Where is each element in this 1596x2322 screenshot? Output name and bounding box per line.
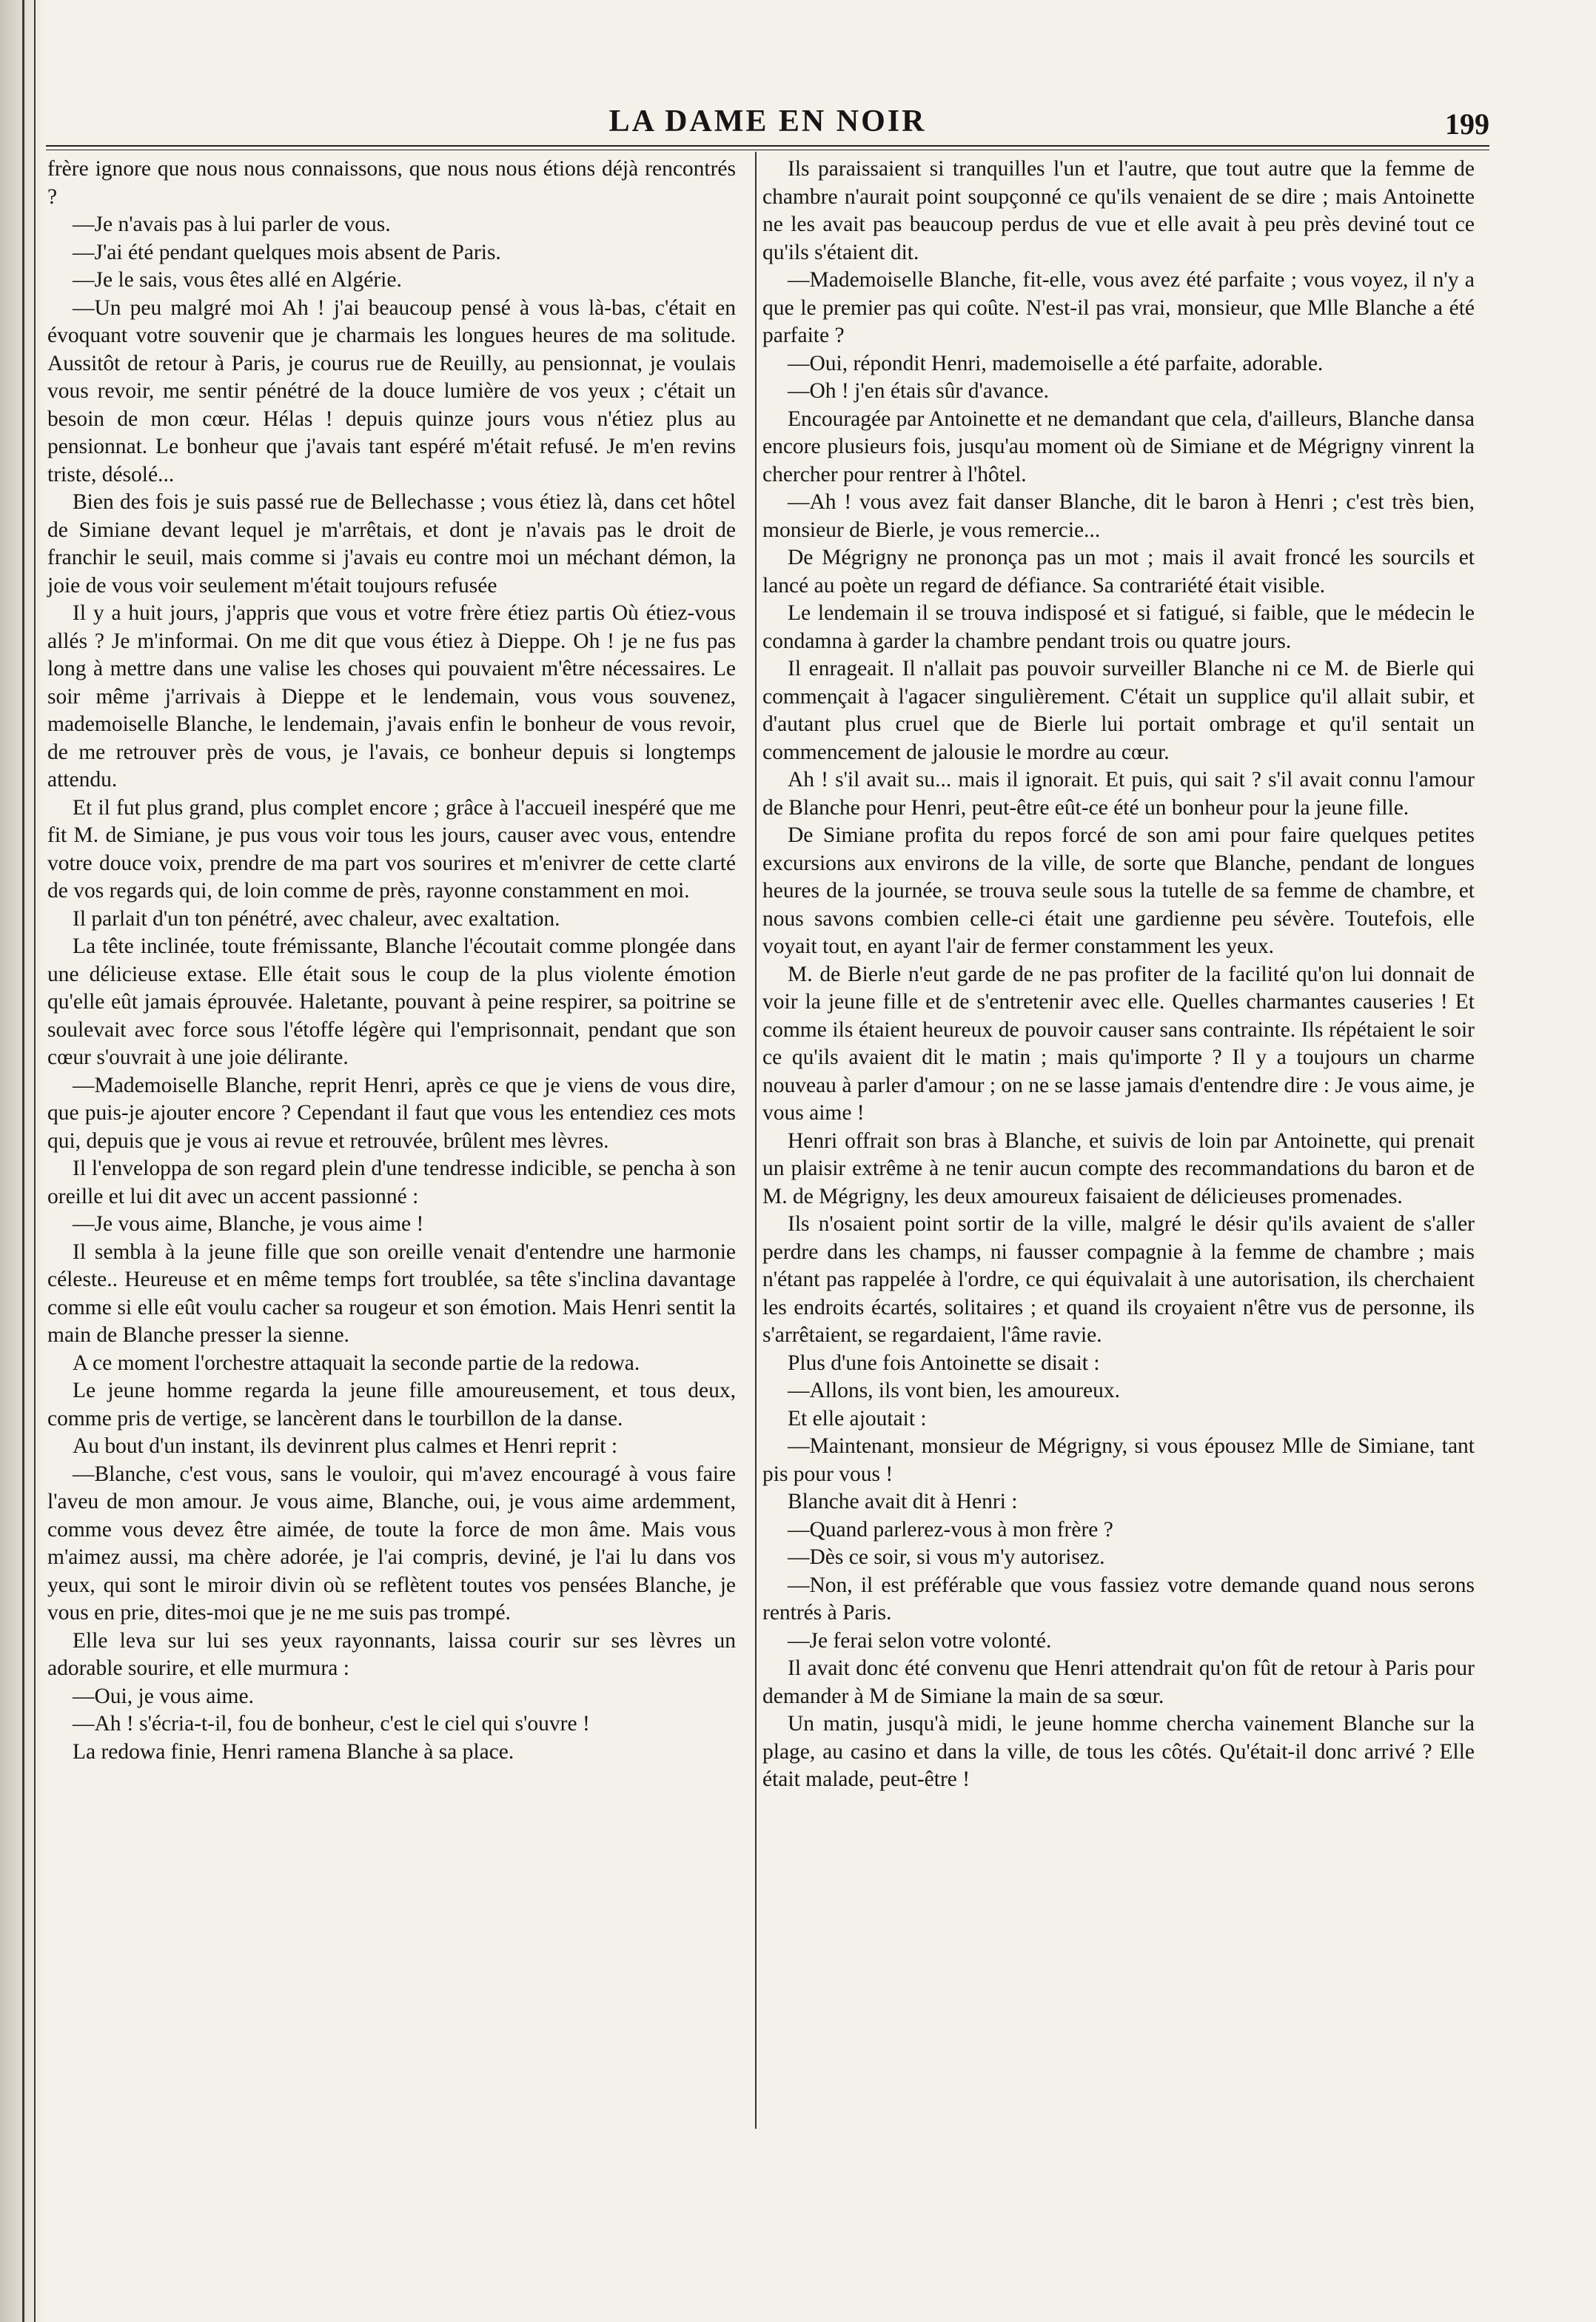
paragraph: Il y a huit jours, j'appris que vous et votre frère étiez partis Où étiez-vous allés ? Je m'informai. On me dit que vous étiez à Dieppe. Oh ! je ne fus pas long à mettre dans une valise les choses qui pouvaient m'être nécessaires. Le soir même j'arrivais à Dieppe et le lendemain, vous vous souvenez, mademoiselle Blanche, le lendemain, j'avais enfin le bonheur de vous revoir, de me retrouver près de vous, je l'avais, ce bonheur depuis si longtemps attendu. xyxy=(47,601,736,792)
paragraph: Ils n'osaient point sortir de la ville, malgré le désir qu'ils avaient de s'aller perdre dans les champs, ni fausser compagnie à la femme de chambre ; mais n'étant pas rappelée à l'ordre, ce qui équivalait à une autorisation, ils cherchaient les endroits écartés, solitaires ; et quand ils croyaient n'être vus de personne, ils s'arrêtaient, se regardaient, l'âme ravie. xyxy=(762,1212,1475,1347)
gutter-rule xyxy=(34,0,36,2322)
paragraph: Henri offrait son bras à Blanche, et suivis de loin par Antoinette, qui prenait un plaisir extrême à ne tenir aucun compte des recommandations du baron et de M. de Mégrigny, les deux amoureux faisaient de délicieuses promenades. xyxy=(762,1128,1475,1208)
paragraph: Blanche avait dit à Henri : xyxy=(788,1490,1018,1513)
paragraph: De Mégrigny ne prononça pas un mot ; mais il avait froncé les sourcils et lancé au poète un regard de défiance. Sa contrariété était visible. xyxy=(762,546,1475,598)
paragraph: Un matin, jusqu'à midi, le jeune homme chercha vainement Blanche sur la plage, au casino et dans la ville, de tous les côtés. Qu'était-il donc arrivé ? Elle était malade, peut-être ! xyxy=(762,1712,1475,1791)
paragraph: Encouragée par Antoinette et ne demandant que cela, d'ailleurs, Blanche dansa encore plusieurs fois, jusqu'au moment où de Simiane et de Mégrigny vinrent la chercher pour rentrer à l'hôtel. xyxy=(762,406,1475,486)
paragraph: Le jeune homme regarda la jeune fille amoureusement, et tous deux, comme pris de vertige, se lancèrent dans le tourbillon de la danse. xyxy=(47,1379,736,1431)
left-column xyxy=(47,155,736,1766)
header-rule xyxy=(46,145,1489,150)
paragraph: —Oui, je vous aime. xyxy=(73,1684,254,1708)
paragraph: —Mademoiselle Blanche, fit-elle, vous avez été parfaite ; vous voyez, il n'y a que le premier pas qui coûte. N'est-il pas vrai, monsieur, que Mlle Blanche a été parfaite ? xyxy=(762,268,1475,347)
paragraph: M. de Bierle n'eut garde de ne pas profiter de la facilité qu'on lui donnait de voir la jeune fille et de s'entretenir avec elle. Quelles charmantes causeries ! Et comme ils étaient heureux de pouvoir causer sans contrainte. Ils répétaient le soir ce qu'ils avaient dit le matin ; mais qu'importe ? Il y a toujours un charme nouveau à parler d'amour ; on ne se lasse jamais d'entendre dire : Je vous aime, je vous aime ! xyxy=(762,962,1475,1125)
paragraph: —Je n'avais pas à lui parler de vous. xyxy=(73,213,391,236)
paragraph: Il parlait d'un ton pénétré, avec chaleur, avec exaltation. xyxy=(73,906,560,931)
paragraph: La redowa finie, Henri ramena Blanche à sa place. xyxy=(73,1739,514,1764)
paragraph: —Blanche, c'est vous, sans le vouloir, qui m'avez encouragé à vous faire l'aveu de mon amour. Je vous aime, Blanche, oui, je vous aime ardemment, comme vous devez être aimée, de toute la force de mon âme. Mais vous m'aimez aussi, ma chère adorée, je l'ai compris, deviné, je l'ai lu dans vos yeux, qui sont le miroir divin où se reflètent toutes vos pensées Blanche, je vous en prie, dites-moi que je ne me suis pas trompé. xyxy=(47,1462,736,1625)
paragraph: —Allons, ils vont bien, les amoureux. xyxy=(788,1379,1121,1402)
paragraph: —Je ferai selon votre volonté. xyxy=(788,1628,1052,1653)
paragraph: De Simiane profita du repos forcé de son ami pour faire quelques petites excursions aux environs de la ville, de sorte que Blanche, pendant de longues heures de la journée, se trouva seule sous la tutelle de sa femme de chambre, et nous savons combien celle-ci était une gardienne peu sévère. Toutefois, elle voyait tout, en ayant l'air de fermer constamment les yeux. xyxy=(762,823,1475,958)
column-divider xyxy=(755,152,757,2129)
paragraph: —Ah ! s'écria-t-il, fou de bonheur, c'est le ciel qui s'ouvre ! xyxy=(73,1712,590,1736)
paragraph: Il enrageait. Il n'allait pas pouvoir surveiller Blanche ni ce M. de Bierle qui commençait à l'agacer singulièrement. C'était un supplice qu'il allait subir, et d'autant plus cruel que de Bierle lui portait ombrage et qu'il sentait un commencement de jalousie le mordre au cœur. xyxy=(762,657,1475,764)
paragraph: Bien des fois je suis passé rue de Bellechasse ; vous étiez là, dans cet hôtel de Simiane devant lequel je m'arrêtais, et dont je n'avais pas le droit de franchir le seuil, mais comme si j'avais eu contre moi un méchant démon, la joie de vous voir seulement m'était toujours refusée xyxy=(47,490,736,598)
paragraph: Ils paraissaient si tranquilles l'un et l'autre, que tout autre que la femme de chambre n'aurait point soupçonné ce qu'ils venaient de se dire ; mais Antoinette ne les avait pas beaucoup perdus de vue et elle avait à peu près deviné tout ce qu'ils s'étaient dit. xyxy=(762,157,1475,264)
paragraph: —Non, il est préférable que vous fassiez votre demande quand nous serons rentrés à Paris. xyxy=(762,1573,1475,1625)
paragraph: Elle leva sur lui ses yeux rayonnants, laissa courir sur ses lèvres un adorable sourire, et elle murmura : xyxy=(47,1628,736,1680)
paragraph: A ce moment l'orchestre attaquait la seconde partie de la redowa. xyxy=(73,1351,640,1375)
page-gutter xyxy=(0,0,43,2322)
paragraph: Et il fut plus grand, plus complet encore ; grâce à l'accueil inespéré que me fit M. de Simiane, je pus vous voir tous les jours, causer avec vous, entendre votre douce voix, prendre de ma part vos sourires et m'enivrer de cette clarté de vos regards qui, de loin comme de près, rayonne constamment en moi. xyxy=(47,795,736,903)
paragraph: —Dès ce soir, si vous m'y autorisez. xyxy=(788,1545,1105,1569)
paragraph: —Ah ! vous avez fait danser Blanche, dit le baron à Henri ; c'est très bien, monsieur de Bierle, je vous remercie... xyxy=(762,490,1475,542)
paragraph: Il sembla à la jeune fille que son oreille venait d'entendre une harmonie céleste.. Heureuse et en même temps fort troublée, sa tête s'inclina davantage comme si elle eût voulu cacher sa rougeur et son émotion. Mais Henri sentit la main de Blanche presser la sienne. xyxy=(47,1239,736,1347)
paragraph: Au bout d'un instant, ils devinrent plus calmes et Henri reprit : xyxy=(73,1434,618,1458)
running-title: LA DAME EN NOIR xyxy=(608,104,927,138)
right-column xyxy=(762,155,1475,1794)
paragraph: —Un peu malgré moi Ah ! j'ai beaucoup pensé à vous là-bas, c'était en évoquant votre souvenir que je charmais les longues heures de ma solitude. Aussitôt de retour à Paris, je courus rue de Reuilly, au pensionnat, je voulais vous revoir, me sentir pénétré de la douce lumière de vos yeux ; c'était un besoin de mon cœur. Hélas ! depuis quinze jours vous n'étiez plus au pensionnat. Le bonheur que j'avais tant espéré m'était refusé. Je m'en revins triste, désolé... xyxy=(47,295,736,486)
paragraph: —Quand parlerez-vous à mon frère ? xyxy=(788,1517,1113,1542)
paragraph: —Je le sais, vous êtes allé en Algérie. xyxy=(73,268,402,292)
paragraph: —Je vous aime, Blanche, je vous aime ! xyxy=(73,1212,424,1236)
paragraph: La tête inclinée, toute frémissante, Blanche l'écoutait comme plongée dans une délicieuse extase. Elle était sous le coup de la plus violente émotion qu'elle eût jamais éprouvée. Haletante, pouvant à peine respirer, sa poitrine se soulevait avec force sous l'étoffe légère qui l'emprisonnait, pendant que son cœur s'ouvrait à une joie délirante. xyxy=(47,934,736,1069)
paragraph: —Mademoiselle Blanche, reprit Henri, après ce que je viens de vous dire, que puis-je ajouter encore ? Cependant il faut que vous les entendiez ces mots qui, depuis que je vous ai revue et retrouvée, brûlent mes lèvres. xyxy=(47,1073,736,1153)
paragraph: Ah ! s'il avait su... mais il ignorait. Et puis, qui sait ? s'il avait connu l'amour de Blanche pour Henri, peut-être eût-ce été un bonheur pour la jeune fille. xyxy=(762,768,1475,820)
paragraph: Plus d'une fois Antoinette se disait : xyxy=(788,1351,1100,1375)
paragraph: Le lendemain il se trouva indisposé et si fatigué, si faible, que le médecin le condamna à garder la chambre pendant trois ou quatre jours. xyxy=(762,601,1475,653)
page-header xyxy=(46,104,1489,148)
paragraph: —Oui, répondit Henri, mademoiselle a été parfaite, adorable. xyxy=(788,351,1324,375)
page-number: 199 xyxy=(1445,107,1489,141)
paragraph: frère ignore que nous nous connaissons, que nous nous étions déjà rencontrés ? xyxy=(47,157,736,209)
paragraph: —J'ai été pendant quelques mois absent de Paris. xyxy=(73,240,501,264)
paragraph: Il avait donc été convenu que Henri attendrait qu'on fût de retour à Paris pour demander à M de Simiane la main de sa sœur. xyxy=(762,1656,1475,1708)
paragraph: Il l'enveloppa de son regard plein d'une tendresse indicible, se pencha à son oreille et lui dit avec un accent passionné : xyxy=(47,1157,736,1208)
gutter-rule xyxy=(22,0,24,2322)
paragraph: Et elle ajoutait : xyxy=(788,1406,927,1431)
paragraph: —Oh ! j'en étais sûr d'avance. xyxy=(788,379,1050,403)
paragraph: —Maintenant, monsieur de Mégrigny, si vous épousez Mlle de Simiane, tant pis pour vous ! xyxy=(762,1434,1475,1486)
